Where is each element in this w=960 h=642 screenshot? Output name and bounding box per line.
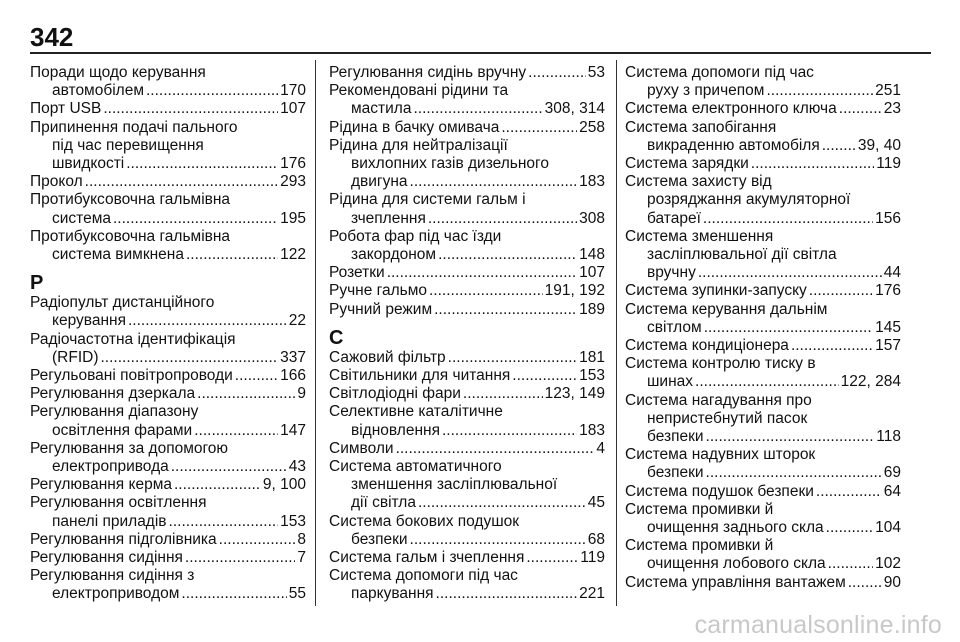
index-entry[interactable] — [625, 173, 901, 228]
index-entry-last-line — [625, 373, 901, 391]
index-entry-last-line — [329, 100, 605, 118]
dot-leader — [706, 464, 882, 482]
index-entry-page-ref[interactable]: 166 — [280, 367, 306, 385]
index-entry-page-ref[interactable]: 9, 100 — [262, 476, 306, 494]
index-entry-text: Регулювання підголівника — [30, 530, 217, 548]
index-entry-last-line — [329, 349, 605, 367]
index-entry-page-ref[interactable]: 156 — [875, 209, 901, 227]
index-entry-last-line — [30, 210, 306, 228]
index-entry-line: Система допомоги під час — [329, 567, 518, 585]
index-entry-line: засліплювальної дії світла — [647, 246, 837, 264]
index-entry-text: викраденню автомобіля — [647, 136, 820, 154]
index-entry-page-ref[interactable]: 251 — [875, 82, 901, 100]
index-entry-line: Протибуксовочна гальмівна — [30, 191, 231, 209]
index-entry-last-line — [30, 385, 306, 403]
index-entry-text: Система кондиціонера — [625, 337, 789, 355]
index-entry-last-line — [30, 312, 306, 330]
index-entry-page-ref[interactable]: 189 — [579, 300, 605, 318]
index-entry-last-line — [329, 301, 605, 319]
dot-leader — [791, 337, 873, 355]
dot-leader — [194, 422, 278, 440]
dot-leader — [839, 100, 882, 118]
dot-leader — [766, 82, 873, 100]
index-entry-line: Селективне каталітичне — [329, 403, 503, 421]
index-entry-text: панелі приладів — [52, 512, 167, 530]
index-entry[interactable] — [329, 137, 605, 192]
index-entry-text: Система зупинки-запуску — [625, 282, 807, 300]
index-entry[interactable] — [30, 294, 306, 330]
index-entry-line: Регулювання діапазону — [30, 403, 199, 421]
dot-leader — [410, 173, 578, 191]
index-entry[interactable] — [30, 531, 306, 549]
dot-leader — [695, 373, 839, 391]
dot-leader — [698, 264, 882, 282]
index-entry-text: система вимкнена — [52, 246, 184, 264]
dot-leader — [413, 100, 542, 118]
index-entry[interactable] — [625, 501, 901, 537]
index-entry[interactable] — [625, 537, 901, 573]
index-entry-page-ref[interactable]: 119 — [876, 155, 901, 173]
column-divider-1 — [315, 60, 316, 606]
index-entry-text: електроприводом — [52, 585, 180, 603]
index-entry-line: під час перевищення — [52, 136, 204, 154]
index-entry[interactable] — [625, 574, 901, 592]
index-entry-text: Символи — [329, 439, 394, 457]
index-entry-text: освітлення фарами — [52, 421, 193, 439]
index-entry-text: автомобілем — [52, 82, 144, 100]
index-entry[interactable] — [625, 392, 901, 447]
index-entry-page-ref[interactable]: 147 — [280, 421, 306, 439]
dot-leader — [704, 319, 873, 337]
index-entry-text: Порт USB — [30, 100, 102, 118]
dot-leader — [85, 173, 278, 191]
index-entry-line: Система керування дальнім — [625, 300, 828, 318]
index-entry-last-line — [625, 319, 901, 337]
dot-leader — [146, 82, 278, 100]
index-entry-line: Регулювання за допомогою — [30, 439, 229, 457]
dot-leader — [428, 210, 577, 228]
index-entry-line: Поради щодо керування — [30, 64, 206, 81]
index-entry-text: батареї — [647, 209, 701, 227]
dot-leader — [113, 210, 278, 228]
dot-leader — [826, 519, 873, 537]
index-entry[interactable] — [30, 64, 306, 100]
index-entry-text: Система гальм і зчеплення — [329, 549, 525, 567]
index-entry[interactable] — [625, 301, 901, 337]
index-entry-page-ref[interactable]: 221 — [579, 585, 605, 603]
index-entry-text: Система управління вантажем — [625, 573, 846, 591]
index-entry[interactable] — [329, 64, 605, 82]
index-entry-page-ref[interactable]: 293 — [280, 173, 306, 191]
index-entry-page-ref[interactable]: 22 — [288, 312, 306, 330]
dot-leader — [512, 367, 577, 385]
index-entry-last-line — [30, 531, 306, 549]
index-entry[interactable] — [625, 282, 901, 300]
index-entry-last-line — [30, 100, 306, 118]
index-entry-last-line — [30, 246, 306, 264]
index-entry[interactable] — [30, 476, 306, 494]
index-entry-page-ref[interactable]: 183 — [579, 173, 605, 191]
index-entry-page-ref[interactable]: 191, 192 — [544, 282, 605, 300]
index-entry-last-line — [30, 549, 306, 567]
index-entry-text: Система подушок безпеки — [625, 482, 814, 500]
index-entry-text: двигуна — [351, 173, 408, 191]
index-entry-line: Система промивки й — [625, 537, 774, 555]
index-entry-last-line — [625, 464, 901, 482]
index-entry-text: система — [52, 209, 111, 227]
index-entry-text: Світильники для читання — [329, 367, 511, 385]
index-entry-last-line — [625, 428, 901, 446]
index-entry-last-line — [625, 155, 901, 173]
index-entry[interactable] — [329, 385, 605, 403]
index-entry-last-line — [625, 82, 901, 100]
index-entry-line: Система захисту від — [625, 173, 772, 191]
index-entry-page-ref[interactable]: 68 — [587, 530, 605, 548]
index-entry-text: вручну — [647, 264, 696, 282]
index-entry-page-ref[interactable]: 53 — [587, 64, 605, 81]
index-letter-heading: Р — [30, 272, 44, 295]
index-entry-last-line — [329, 531, 605, 549]
index-entry-page-ref[interactable]: 181 — [579, 348, 605, 366]
dot-leader — [235, 367, 278, 385]
index-entry-text: Світлодіодні фари — [329, 385, 461, 403]
index-entry[interactable] — [625, 337, 901, 355]
index-entry-page-ref[interactable]: 157 — [875, 337, 901, 355]
index-entry[interactable] — [329, 282, 605, 300]
index-entry-line: Протибуксовочна гальмівна — [30, 227, 231, 245]
index-entry[interactable] — [625, 228, 901, 283]
column-divider-2 — [616, 60, 617, 606]
index-entry[interactable] — [30, 567, 306, 603]
index-entry-line: Система контролю тиску в — [625, 355, 816, 373]
index-entry-line: Система автоматичного — [329, 458, 502, 476]
index-entry-last-line — [329, 119, 605, 137]
index-entry-text: Система електронного ключа — [625, 100, 837, 118]
index-entry-page-ref[interactable]: 9 — [297, 385, 306, 403]
index-entry-page-ref[interactable]: 170 — [280, 82, 306, 100]
index-entry-page-ref[interactable]: 148 — [579, 246, 605, 264]
index-entry[interactable] — [625, 155, 901, 173]
index-entry[interactable] — [30, 191, 306, 227]
index-entry[interactable] — [625, 446, 901, 482]
index-entry-text: Ручний режим — [329, 300, 433, 318]
index-entry-text: безпеки — [351, 530, 408, 548]
index-entry-page-ref[interactable]: 7 — [297, 549, 306, 567]
index-entry-last-line — [625, 483, 901, 501]
index-entry-text: електропривода — [52, 458, 169, 476]
dot-leader — [126, 155, 278, 173]
dot-leader — [848, 574, 882, 592]
index-entry-line: Припинення подачі пального — [30, 118, 238, 136]
watermark: carmanualsonline.info — [694, 611, 942, 639]
index-entry-text: шинах — [647, 373, 694, 391]
page-number: 342 — [30, 22, 74, 52]
dot-leader — [751, 155, 875, 173]
index-entry-page-ref[interactable]: 43 — [288, 458, 306, 476]
index-entry-text: Прокол — [30, 173, 83, 191]
index-entry-page-ref[interactable]: 145 — [875, 318, 901, 336]
index-entry-text: Регулювання сидінь вручну — [329, 64, 527, 81]
dot-leader — [429, 282, 543, 300]
index-entry[interactable] — [625, 119, 901, 155]
index-entry-last-line — [329, 210, 605, 228]
index-entry[interactable] — [329, 228, 605, 264]
index-entry[interactable] — [329, 458, 605, 513]
index-entry-page-ref[interactable]: 123, 149 — [544, 385, 605, 403]
dot-leader — [101, 349, 279, 367]
index-entry-text: світлом — [647, 318, 702, 336]
index-entry-page-ref[interactable]: 44 — [883, 264, 901, 282]
index-entry-page-ref[interactable]: 69 — [883, 464, 901, 482]
index-entry-last-line — [625, 519, 901, 537]
index-entry-page-ref[interactable]: 90 — [883, 573, 901, 591]
dot-leader — [169, 513, 279, 531]
index-entry[interactable] — [329, 264, 605, 282]
dot-leader — [703, 210, 873, 228]
index-entry-page-ref[interactable]: 118 — [876, 428, 901, 446]
dot-leader — [171, 458, 287, 476]
dot-leader — [501, 119, 577, 137]
index-entry-text: Рідина в бачку омивача — [329, 118, 500, 136]
index-entry-last-line — [30, 513, 306, 531]
index-entry-last-line — [625, 137, 901, 155]
index-entry-page-ref[interactable]: 337 — [280, 348, 306, 366]
index-entry[interactable] — [329, 403, 605, 439]
dot-leader — [706, 428, 875, 446]
index-entry-page-ref[interactable]: 102 — [875, 555, 901, 573]
index-entry-page-ref[interactable]: 153 — [579, 367, 605, 385]
index-entry-text: Регульовані повітропроводи — [30, 367, 233, 385]
index-entry-last-line — [625, 210, 901, 228]
dot-leader — [103, 100, 278, 118]
index-entry-line: непристебнутий пасок — [647, 409, 808, 427]
index-entry-last-line — [30, 349, 306, 367]
index-entry-page-ref[interactable]: 39, 40 — [857, 136, 901, 154]
index-entry-line: розряджання акумуляторної — [647, 191, 851, 209]
index-entry-page-ref[interactable]: 107 — [280, 100, 306, 118]
dot-leader — [526, 549, 578, 567]
index-entry-text: Сажовий фільтр — [329, 348, 446, 366]
index-entry-page-ref[interactable]: 64 — [883, 482, 901, 500]
index-entry[interactable] — [625, 64, 901, 100]
dot-leader — [396, 440, 595, 458]
index-entry[interactable] — [30, 403, 306, 439]
index-entry-line: вихлопних газів дизельного — [351, 155, 549, 173]
dot-leader — [185, 549, 295, 567]
index-entry-last-line — [329, 282, 605, 300]
index-entry-line: Система нагадування про — [625, 391, 812, 409]
index-entry-last-line — [625, 337, 901, 355]
index-entry-line: Система надувних шторок — [625, 446, 816, 464]
header-rule — [30, 52, 931, 54]
index-entry-page-ref[interactable]: 4 — [596, 439, 605, 457]
index-entry-last-line — [329, 173, 605, 191]
index-entry-last-line — [30, 155, 306, 173]
index-entry-text: відновлення — [351, 421, 440, 439]
index-column-1 — [30, 64, 306, 604]
index-entry-text: очищення лобового скла — [647, 555, 826, 573]
index-column-3 — [625, 64, 901, 592]
index-entry-page-ref[interactable]: 153 — [280, 512, 306, 530]
index-entry[interactable] — [329, 82, 605, 118]
dot-leader — [436, 585, 578, 603]
index-entry-line: Радіопульт дистанційного — [30, 294, 215, 312]
index-entry-last-line — [625, 555, 901, 573]
index-entry-line: Рідина для нейтралізації — [329, 136, 508, 154]
index-entry-page-ref[interactable]: 23 — [883, 100, 901, 118]
dot-leader — [448, 349, 577, 367]
index-entry[interactable] — [329, 367, 605, 385]
index-entry-last-line — [625, 100, 901, 118]
index-entry-text: дії світла — [351, 494, 416, 512]
dot-leader — [418, 494, 586, 512]
index-entry-line: Регулювання сидіння з — [30, 567, 195, 585]
dot-leader — [197, 385, 295, 403]
index-entry-line: зменшення засліплювальної — [351, 476, 558, 494]
dot-leader — [528, 64, 586, 82]
dot-leader — [186, 246, 278, 264]
index-entry-page-ref[interactable]: 107 — [579, 264, 605, 282]
dot-leader — [128, 312, 287, 330]
index-entry-text: паркування — [351, 585, 434, 603]
dot-leader — [822, 137, 856, 155]
index-entry[interactable] — [30, 173, 306, 191]
index-entry-last-line — [30, 585, 306, 603]
index-entry[interactable] — [30, 119, 306, 174]
index-entry[interactable] — [30, 385, 306, 403]
index-entry[interactable] — [30, 494, 306, 530]
index-entry-page-ref[interactable]: 183 — [579, 421, 605, 439]
index-entry-line: Система промивки й — [625, 500, 774, 518]
dot-leader — [410, 531, 586, 549]
index-entry-page-ref[interactable]: 122, 284 — [840, 373, 901, 391]
index-entry-line: Система запобігання — [625, 118, 777, 136]
index-entry-last-line — [329, 585, 605, 603]
index-entry-page-ref[interactable]: 122 — [280, 246, 306, 264]
index-entry-last-line — [30, 173, 306, 191]
index-entry-page-ref[interactable]: 176 — [875, 282, 901, 300]
index-entry-last-line — [329, 64, 605, 82]
index-entry-line: Рідина для системи гальм і — [329, 191, 526, 209]
index-entry-text: керування — [52, 312, 126, 330]
index-entry[interactable] — [329, 549, 605, 567]
index-entry[interactable] — [329, 567, 605, 603]
index-entry-last-line — [329, 264, 605, 282]
index-entry[interactable] — [329, 119, 605, 137]
index-entry-page-ref[interactable]: 258 — [579, 118, 605, 136]
index-entry-line: Система зменшення — [625, 227, 774, 245]
index-entry-last-line — [30, 458, 306, 476]
index-entry-page-ref[interactable]: 176 — [280, 155, 306, 173]
index-entry-text: Розетки — [329, 264, 385, 282]
dot-leader — [463, 385, 543, 403]
index-entry-last-line — [30, 422, 306, 440]
dot-leader — [174, 476, 261, 494]
index-entry[interactable] — [329, 440, 605, 458]
index-entry[interactable] — [30, 549, 306, 567]
index-entry[interactable] — [329, 349, 605, 367]
index-entry[interactable] — [30, 367, 306, 385]
index-entry-page-ref[interactable]: 104 — [875, 519, 901, 537]
index-entry-text: швидкості — [52, 155, 125, 173]
index-entry-line: Робота фар під час їзди — [329, 227, 502, 245]
index-entry-line: Рекомендовані рідини та — [329, 82, 509, 100]
index-entry-page-ref[interactable]: 308, 314 — [544, 100, 605, 118]
index-entry-line: Система допомоги під час — [625, 64, 814, 81]
index-entry[interactable] — [30, 331, 306, 367]
index-entry[interactable] — [625, 355, 901, 391]
dot-leader — [809, 282, 873, 300]
index-entry[interactable] — [625, 100, 901, 118]
index-letter-heading: С — [329, 326, 344, 349]
index-entry-text: Регулювання сидіння — [30, 549, 183, 567]
index-entry[interactable] — [30, 440, 306, 476]
index-entry-page-ref[interactable]: 308 — [579, 209, 605, 227]
dot-leader — [438, 246, 577, 264]
index-entry-page-ref[interactable]: 119 — [580, 549, 605, 567]
index-entry-last-line — [329, 367, 605, 385]
index-entry-text: безпеки — [647, 464, 704, 482]
dot-leader — [219, 531, 296, 549]
index-entry-last-line — [329, 549, 605, 567]
index-column-2 — [329, 64, 605, 604]
index-entry-text: зчеплення — [351, 209, 426, 227]
index-entry-last-line — [329, 422, 605, 440]
index-entry-last-line — [329, 246, 605, 264]
index-entry-line: Система бокових подушок — [329, 512, 520, 530]
index-entry-last-line — [329, 385, 605, 403]
dot-leader — [434, 301, 577, 319]
index-entry-last-line — [329, 440, 605, 458]
index-entry-text: Регулювання дзеркала — [30, 385, 196, 403]
dot-leader — [816, 483, 882, 501]
index-entry-page-ref[interactable]: 195 — [280, 209, 306, 227]
dot-leader — [181, 585, 286, 603]
index-entry[interactable] — [625, 483, 901, 501]
index-entry-page-ref[interactable]: 8 — [297, 530, 306, 548]
index-entry-text: очищення заднього скла — [647, 519, 824, 537]
index-entry-page-ref[interactable]: 45 — [587, 494, 605, 512]
index-entry[interactable] — [329, 191, 605, 227]
index-entry-last-line — [625, 264, 901, 282]
index-entry-last-line — [30, 476, 306, 494]
index-entry-text: Система зарядки — [625, 155, 749, 173]
index-entry-last-line — [329, 494, 605, 512]
index-entry-text: Регулювання керма — [30, 476, 172, 494]
index-entry[interactable] — [329, 301, 605, 319]
index-entry-text: Ручне гальмо — [329, 282, 427, 300]
index-entry[interactable] — [329, 513, 605, 549]
index-entry-text: руху з причепом — [647, 82, 765, 100]
index-entry[interactable] — [30, 228, 306, 264]
index-entry-last-line — [30, 82, 306, 100]
index-entry-line: Радіочастотна ідентифікація — [30, 330, 236, 348]
index-entry-text: закордоном — [351, 246, 437, 264]
dot-leader — [442, 422, 577, 440]
dot-leader — [828, 555, 873, 573]
dot-leader — [387, 264, 577, 282]
index-entry-text: (RFID) — [52, 348, 99, 366]
index-entry-last-line — [30, 367, 306, 385]
index-entry[interactable] — [30, 100, 306, 118]
index-entry-text: безпеки — [647, 428, 704, 446]
index-entry-last-line — [625, 282, 901, 300]
index-entry-line: Регулювання освітлення — [30, 494, 207, 512]
index-entry-page-ref[interactable]: 55 — [288, 585, 306, 603]
index-entry-text: мастила — [351, 100, 412, 118]
index-entry-last-line — [625, 574, 901, 592]
